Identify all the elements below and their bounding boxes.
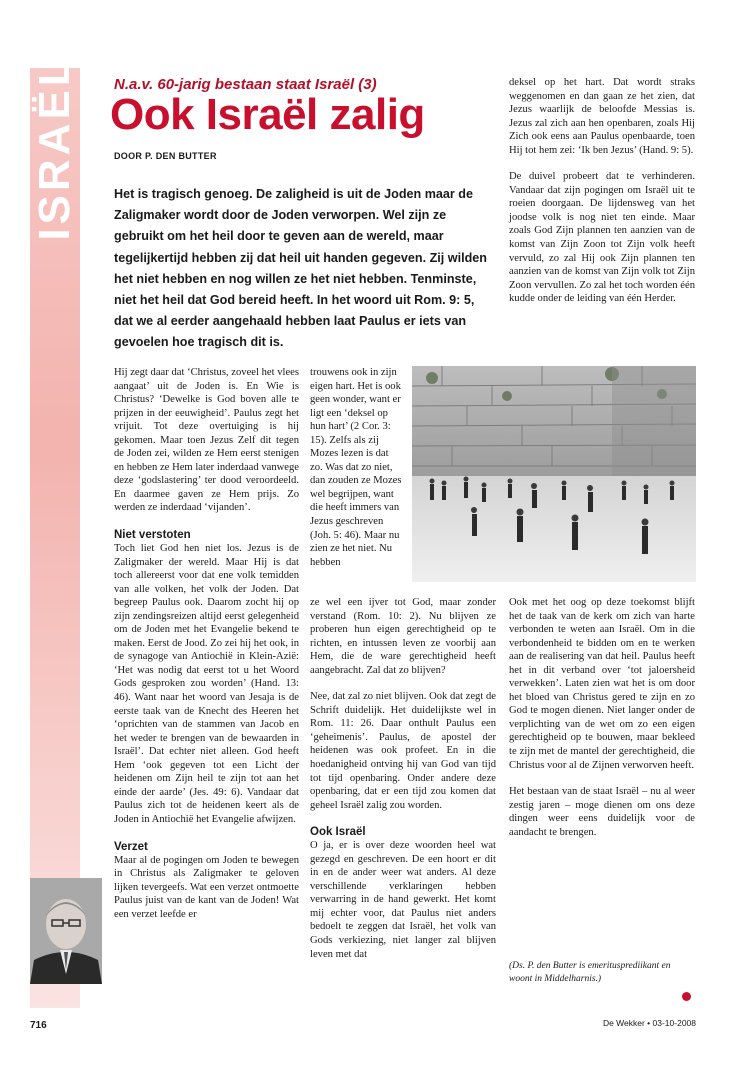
column-2-narrow <box>310 366 402 582</box>
lead-paragraph <box>114 184 490 354</box>
subheading-niet-verstoten: Niet verstoten <box>114 529 191 542</box>
paragraph: Hij zegt daar dat ‘Christus, zoveel het vlees aangaat’ uit de Joden is. En Wie is Christus? ‘Dewelke is God boven alle te prijzen in der eeuwigheid’. Paulus zegt het vrijuit. Tot deze overtuiging is hij gekomen. Maar toen Jezus Zelf dit tegen de Joden zei, wilden ze Hem eerst stenigen en hebben ze Hem later inderdaad vanwege deze ‘godslastering’ ter dood veroordeeld. En daarmee gaven ze Hem prijs. Zo werden ze inderdaad ‘vijanden’. <box>114 367 299 514</box>
author-note: (Ds. P. den Butter is emeritusprediikant en woont in Middelharnis.) <box>509 961 671 984</box>
column-2 <box>310 596 496 974</box>
paragraph: Nee, dat zal zo niet blijven. Ook dat zegt de Schrift duidelijk. Het duidelijkste wel in Rom. 11: 26. Daar onthult Paulus een ‘geheimenis’. Paulus, de apostel der heidenen was ook profeet. En in die hoedanigheid ontving hij van God van tijd tot tijd openbaring. Onder andere deze openbaring, dat er een tijd zou komen dat geheel Israël zalig zou worden. <box>310 691 496 811</box>
footer-publication: De Wekker • 03-10-2008 <box>602 1018 696 1028</box>
lead-text: Het is tragisch genoeg. De zaligheid is uit de Joden maar de Zaligmaker wordt door de Joden verworpen. Wel zijn ze gebruikt om het heil door te geven aan de wereld, maar tegelijkertijd hebben zij dat heil uit handen gegeven. Zij wilden het niet hebben en nog willen ze het niet hebben. Tenminste, niet het heil dat God bereid heeft. In het woord uit Rom. 9: 5, dat we al eerder aangehaald hebben laat Paulus er iets van gevoelen hoe tragisch dit is. <box>114 187 487 350</box>
subheading-ook-israel: Ook Israël <box>310 826 366 839</box>
page-title: Ook Israël zalig <box>110 90 425 139</box>
paragraph: ze wel een ijver tot God, maar zonder verstand (Rom. 10: 2). Nu blijven ze proberen hun eigen gerechtigheid op te richten, en intussen leven ze voorbij aan Hem, die de ware gerechtigheid heeft aangebracht. Zal dat zo blijven? <box>310 597 496 676</box>
column-3-bottom <box>509 596 695 852</box>
western-wall-photo <box>412 366 696 582</box>
paragraph: O ja, er is over deze woorden heel wat gezegd en geschreven. De een hoort er dit in en de ander weer wat anders. Al deze verschillende verklaringen hebben verwarring in de hand gewerkt. Het komt mij echter voor, dat Paulus niet anders bedoelt te zeggen dat Israël, het volk van Gods verkiezing, niet langer zal blijven leven met dat <box>310 840 496 960</box>
paragraph: Ook met het oog op deze toekomst blijft het de taak van de kerk om zich van harte verbonden te weten aan Israël. Om in die verbondenheid te bidden om en te werken aan de realisering van dat heil. Paulus heeft het in dit verband over ‘tot jaloersheid verwekken’. Laten zien wat het is om door het bloed van Christus gered te zijn en zo God te mogen dienen. Niet langer onder de verplichting van de wet om zo een eigen gerechtigheid op te bouwen, maar bekleed te zijn met de mantel der gerechtigheid, die Christus voor al de Zijnen verworven heeft. <box>509 597 695 771</box>
kicker: N.a.v. 60-jarig bestaan staat Israël (3) <box>114 76 377 93</box>
page-number: 716 <box>30 1020 47 1031</box>
byline: DOOR P. DEN BUTTER <box>114 151 217 161</box>
subheading-verzet: Verzet <box>114 840 148 853</box>
paragraph: De duivel probeert dat te verhinderen. Vandaar dat zijn pogingen om Israël uit te roeien doorgaan. De lijdensweg van het joodse volk is nog niet ten einde. Maar zoals God Zijn plannen ten aanzien van de komst van Zijn Zoon tot Zijn volk heeft vervuld, zo zal Hij ook Zijn plannen ten aanzien van de komst van Zijn volk tot Zijn Zoon vervullen. Zo zal het toch worden één kudde onder de leiding van één Herder. <box>509 171 695 305</box>
end-mark-icon <box>682 992 691 1001</box>
column-1 <box>114 366 299 934</box>
column-3-top <box>509 76 695 319</box>
section-label: ISRAËL <box>30 55 79 241</box>
author-photo <box>30 878 102 984</box>
paragraph: Maar al de pogingen om Joden te bewegen in Christus als Zaligmaker te geloven lijken tevergeefs. Wat een verzet ontmoette Paulus juist van de kant van de Joden! Wat een verzet leefde er <box>114 854 299 920</box>
paragraph: trouwens ook in zijn eigen hart. Het is ook geen wonder, want er ligt een ‘deksel op hun hart’ (2 Cor. 3: 15). Zelfs als zij Mozes lezen is dat zo. Was dat zo niet, dan zouden ze Mozes wel begrijpen, want die heeft immers van Jezus geschreven (Joh. 5: 46). Maar nu zien ze het niet. Nu hebben <box>310 367 402 568</box>
paragraph: Het bestaan van de staat Israël – nu al weer zestig jaren – moge dienen om ons deze dingen weer eens duidelijk voor de aandacht te brengen. <box>509 786 695 838</box>
paragraph: deksel op het hart. Dat wordt straks weggenomen en dan gaan ze het zien, dat Jezus waarlijk de beloofde Messias is. Jezus zal zich aan hen openbaren, zoals Hij Zich ook eens aan Paulus openbaarde, toen Hij tot hem zei: ‘Ik ben Jezus’ (Hand. 9: 5). <box>509 77 695 156</box>
paragraph: Toch liet God hen niet los. Jezus is de Zaligmaker der wereld. Maar Hij is dat toch allereerst voor dat ene volk temidden van alle volken, het volk der Joden. Dat begreep Paulus ook. Daarom zocht hij op zijn zendingsreizen altijd eerst gelegenheid om de Joden met het Evangelie bekend te maken. Eerst de Jood. Zo zei hij het ook, in de synagoge van Antiochië in Klein-Azië: ‘Het was nodig dat eerst tot u het Woord Gods gesproken zou worden’ (Hand. 13: 46). Want naar het woord van Jesaja is de eerste taak van de Knecht des Heeren het ‘oprichten van de stammen van Jacob en het weder te brengen van de bewaarden in Israël’. Dat echter niet alleen. God heeft Hem ‘ook gegeven tot een Licht der heidenen om Zijn heil te zijn tot aan het einde der aarde’ (Jes. 49: 6). Vandaar dat Paulus zich tot de heidenen keert als de Joden in Antiochië het Evangelie afwijzen. <box>114 543 299 825</box>
